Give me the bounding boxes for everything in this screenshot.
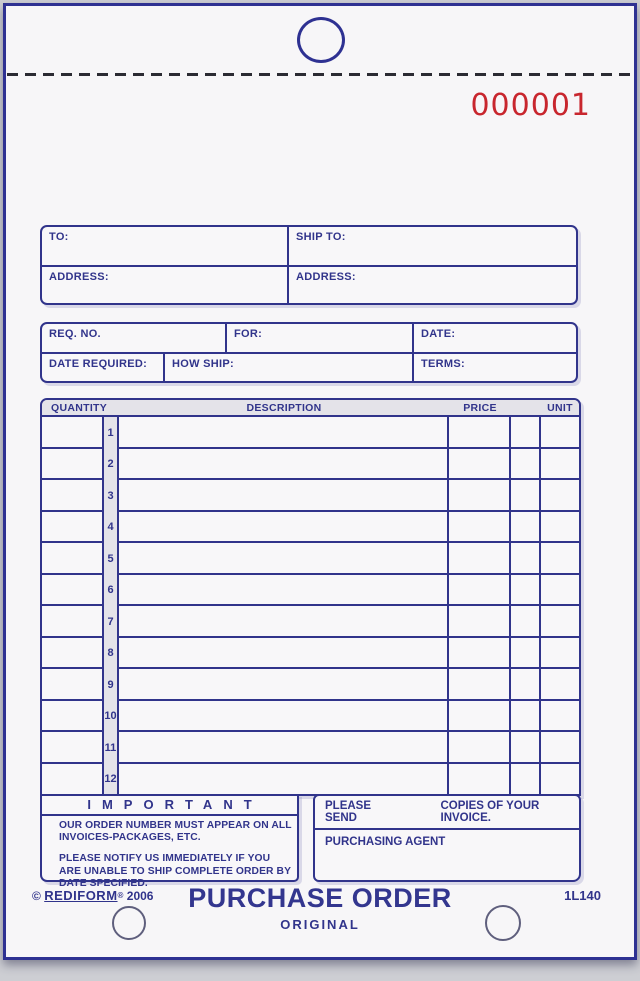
unit-cell — [541, 449, 579, 481]
description-cell — [119, 417, 449, 449]
description-cell — [119, 480, 449, 512]
description-cell — [119, 701, 449, 733]
table-row — [42, 512, 579, 544]
ship-address-field — [289, 267, 576, 303]
price-cell — [449, 701, 511, 733]
row-number: 12 — [104, 764, 119, 796]
table-row — [42, 638, 579, 670]
row-number: 3 — [104, 480, 119, 512]
price-cell — [449, 638, 511, 670]
cents-cell — [511, 638, 541, 670]
items-table-header — [42, 400, 579, 417]
cents-cell — [511, 417, 541, 449]
copies-label: COPIES OF YOUR INVOICE. — [440, 799, 540, 824]
cents-cell — [511, 606, 541, 638]
important-paragraph-2: PLEASE NOTIFY US IMMEDIATELY IF YOU ARE UNABLE TO SHIP COMPLETE ORDER BY DATE SPECIFIED. — [59, 853, 291, 889]
order-details-section — [40, 322, 578, 383]
row-number: 8 — [104, 638, 119, 670]
unit-cell — [541, 701, 579, 733]
purchasing-agent-field — [315, 830, 579, 854]
price-cell — [449, 512, 511, 544]
quantity-cell — [42, 732, 104, 764]
items-table — [40, 398, 581, 796]
cents-cell — [511, 701, 541, 733]
row-number: 10 — [104, 701, 119, 733]
table-row — [42, 417, 579, 449]
price-header: PRICE — [463, 401, 497, 414]
cents-cell — [511, 669, 541, 701]
row-number: 5 — [104, 543, 119, 575]
quantity-cell — [42, 606, 104, 638]
date-label: DATE: — [421, 328, 456, 340]
punch-hole-top — [297, 17, 345, 63]
table-row — [42, 480, 579, 512]
table-row — [42, 764, 579, 796]
cents-cell — [511, 732, 541, 764]
unit-cell — [541, 606, 579, 638]
address-section — [40, 225, 578, 305]
ship-to-label: SHIP TO: — [296, 231, 346, 243]
quantity-cell — [42, 480, 104, 512]
terms-label: TERMS: — [421, 357, 465, 370]
row-number: 2 — [104, 449, 119, 481]
row-number: 1 — [104, 417, 119, 449]
req-no-label: REQ. NO. — [49, 328, 101, 340]
price-cell — [449, 606, 511, 638]
quantity-cell — [42, 764, 104, 796]
unit-cell — [541, 543, 579, 575]
copies-request-field — [315, 796, 579, 830]
serial-number: 000001 — [470, 88, 591, 123]
copy-type-label: ORIGINAL — [280, 917, 360, 932]
price-cell — [449, 732, 511, 764]
description-cell — [119, 512, 449, 544]
cents-cell — [511, 480, 541, 512]
table-row — [42, 449, 579, 481]
please-send-label: PLEASE SEND — [325, 799, 372, 824]
row-number: 9 — [104, 669, 119, 701]
rediform-logo: REDIFORM — [44, 888, 118, 903]
how-ship-field — [165, 354, 414, 382]
description-cell — [119, 732, 449, 764]
cents-cell — [511, 764, 541, 796]
table-row — [42, 732, 579, 764]
date-required-label: DATE REQUIRED: — [49, 357, 148, 370]
description-cell — [119, 449, 449, 481]
unit-cell — [541, 480, 579, 512]
unit-cell — [541, 512, 579, 544]
price-cell — [449, 449, 511, 481]
how-ship-label: HOW SHIP: — [172, 357, 234, 370]
quantity-cell — [42, 638, 104, 670]
copyright-year: 2006 — [126, 889, 154, 903]
quantity-cell — [42, 701, 104, 733]
quantity-cell — [42, 575, 104, 607]
row-number: 7 — [104, 606, 119, 638]
description-cell — [119, 638, 449, 670]
form-title: PURCHASE ORDER — [188, 883, 452, 913]
quantity-header: QUANTITY — [51, 401, 108, 414]
table-row — [42, 606, 579, 638]
unit-cell — [541, 764, 579, 796]
important-notice — [40, 794, 299, 889]
cents-cell — [511, 512, 541, 544]
perforation-dashed-line — [7, 73, 633, 76]
unit-cell — [541, 732, 579, 764]
quantity-cell — [42, 417, 104, 449]
unit-cell — [541, 575, 579, 607]
registered-mark: ® — [117, 891, 124, 900]
quantity-cell — [42, 449, 104, 481]
to-address-field — [42, 267, 289, 303]
table-row — [42, 543, 579, 575]
date-required-field — [42, 354, 165, 382]
description-cell — [119, 669, 449, 701]
to-field — [42, 227, 289, 267]
unit-cell — [541, 638, 579, 670]
description-cell — [119, 764, 449, 796]
cents-cell — [511, 449, 541, 481]
row-number: 11 — [104, 732, 119, 764]
price-cell — [449, 480, 511, 512]
price-cell — [449, 575, 511, 607]
to-address-label: ADDRESS: — [49, 271, 109, 283]
terms-field — [414, 354, 576, 382]
for-label: FOR: — [234, 328, 263, 340]
important-paragraph-1: OUR ORDER NUMBER MUST APPEAR ON ALL INVOICES-PACKAGES, ETC. — [59, 819, 292, 843]
copyright-symbol: © — [32, 889, 41, 903]
ship-address-label: ADDRESS: — [296, 271, 356, 283]
form-code: 1L140 — [564, 888, 601, 903]
table-row — [42, 575, 579, 607]
price-cell — [449, 417, 511, 449]
req-no-field — [42, 324, 227, 352]
quantity-cell — [42, 512, 104, 544]
description-cell — [119, 575, 449, 607]
purchase-order-form — [3, 3, 637, 960]
unit-cell — [541, 669, 579, 701]
punch-hole-bottom-right — [485, 905, 521, 941]
description-cell — [119, 543, 449, 575]
important-heading: IMPORTANT — [42, 796, 297, 816]
table-row — [42, 669, 579, 701]
description-header: DESCRIPTION — [246, 401, 322, 414]
for-field — [227, 324, 414, 352]
to-label: TO: — [49, 231, 69, 243]
invoice-request-section — [313, 794, 581, 882]
description-cell — [119, 606, 449, 638]
price-cell — [449, 764, 511, 796]
cents-cell — [511, 543, 541, 575]
price-cell — [449, 669, 511, 701]
date-field — [414, 324, 576, 352]
ship-to-field — [289, 227, 576, 267]
purchasing-agent-label: PURCHASING AGENT — [325, 835, 446, 848]
price-cell — [449, 543, 511, 575]
unit-header: UNIT — [547, 401, 573, 414]
quantity-cell — [42, 669, 104, 701]
unit-cell — [541, 417, 579, 449]
cents-cell — [511, 575, 541, 607]
row-number: 4 — [104, 512, 119, 544]
table-row — [42, 701, 579, 733]
quantity-cell — [42, 543, 104, 575]
row-number: 6 — [104, 575, 119, 607]
punch-hole-bottom-left — [112, 906, 146, 940]
